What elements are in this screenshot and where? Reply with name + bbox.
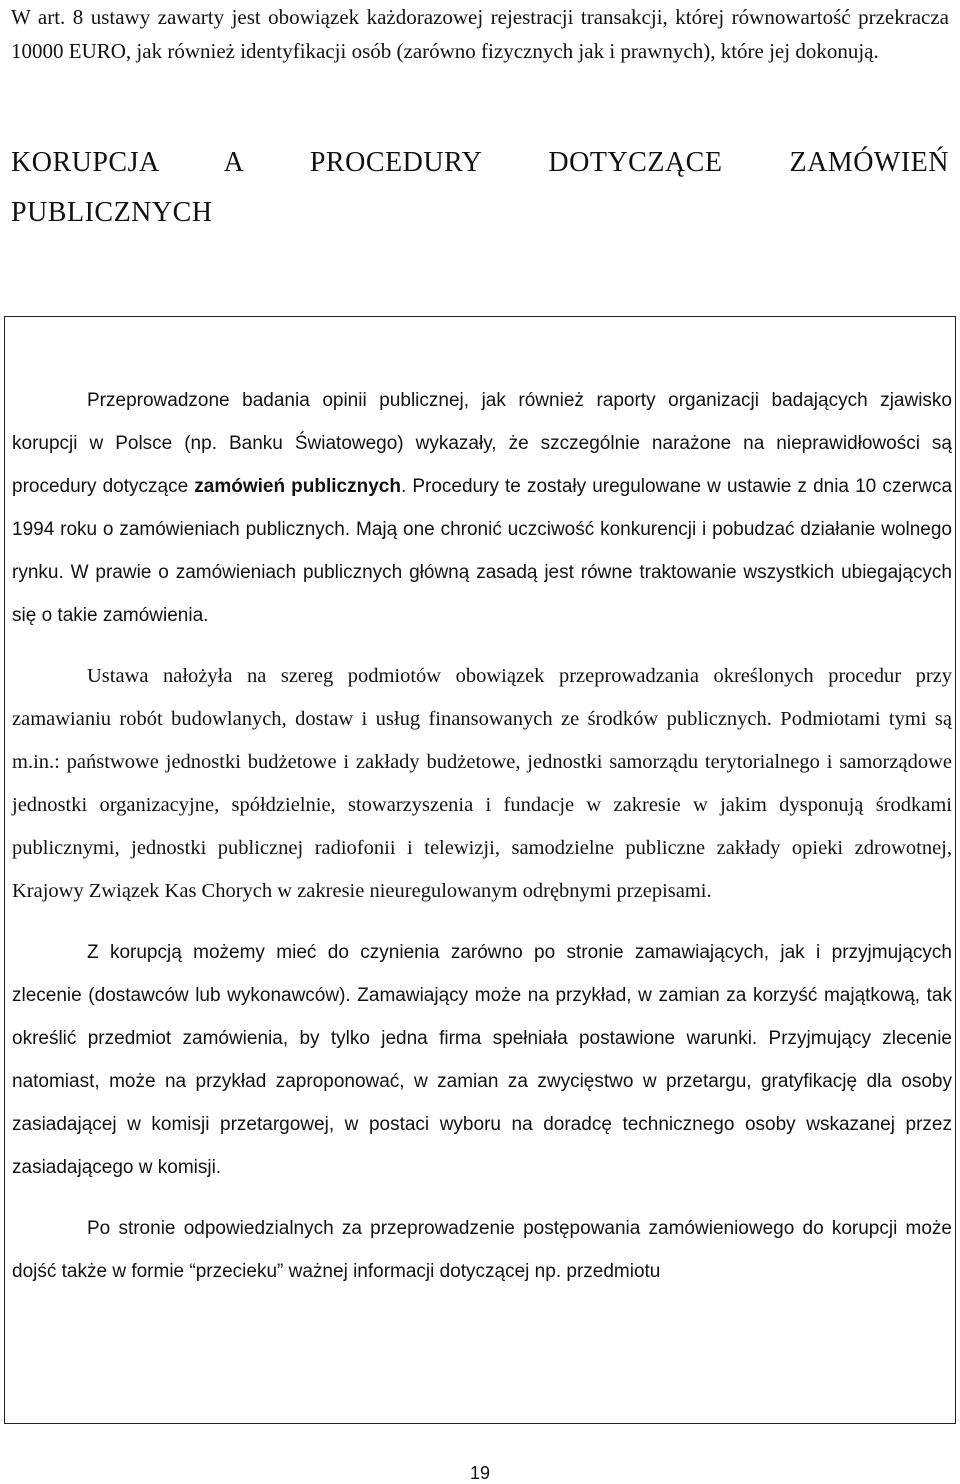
section-heading-line2: PUBLICZNYCH bbox=[11, 197, 213, 228]
intro-paragraph bbox=[11, 0, 949, 68]
section-heading-line1: KORUPCJA A PROCEDURY DOTYCZĄCE ZAMÓWIEŃ bbox=[11, 147, 949, 178]
paragraph-procurement-research bbox=[12, 379, 952, 637]
paragraph-1-bold-phrase: zamówień publicznych bbox=[194, 476, 401, 497]
paragraph-obligated-entities: Ustawa nałożyła na szereg podmiotów obowiązek przeprowadzania określonych procedur przy zamawianiu robót budowlanych, dostaw i usług finansowanych ze środków publicznych. Podmiotami tymi są m.in.: państwowe jednostki budżetowe i zakłady budżetowe, jednostki samorządu terytorialnego i samorządowe jednostki organizacyjne, spółdzielnie, stowarzyszenia i fundacje w zakresie w jakim dysponują środkami publicznymi, jednostki publicznej radiofonii i telewizji, samodzielne publiczne zakłady opieki zdrowotnej, Krajowy Związek Kas Chorych w zakresie nieuregulowanym odrębnymi przepisami. bbox=[12, 665, 952, 902]
framed-text-content bbox=[12, 379, 952, 1293]
page-number: 19 bbox=[469, 1463, 491, 1483]
paragraph-information-leak: Po stronie odpowiedzialnych za przeprowadzenie postępowania zamówieniowego do korupcji może dojść także w formie “przecieku” ważnej informacji dotyczącej np. przedmiotu bbox=[12, 1218, 952, 1282]
paragraph-1-text-after: . Procedury te zostały uregulowane w ustawie z dnia 10 czerwca 1994 roku o zamówieniach publicznych. Mają one chronić uczciwość konkurencji i pobudzać działanie wolnego rynku. W prawie o zamówieniach publicznych główną zasadą jest równe traktowanie wszystkich ubiegających się o takie zamówienia. bbox=[12, 476, 953, 626]
section-heading bbox=[11, 138, 949, 238]
framed-text-box bbox=[4, 316, 956, 1424]
paragraph-corruption-examples: Z korupcją możemy mieć do czynienia zarówno po stronie zamawiających, jak i przyjmujących zlecenie (dostawców lub wykonawców). Zamawiający może na przykład, w zamian za korzyść majątkową, tak określić przedmiot zamówienia, by tylko jedna firma spełniała postawione warunki. Przyjmujący zlecenie natomiast, może na przykład zaproponować, w zamian za zwycięstwo w przetargu, gratyfikację dla osoby zasiadającej w komisji przetargowej, w postaci wyboru na doradcę technicznego osoby wskazanej przez zasiadającego w komisji. bbox=[12, 942, 952, 1178]
intro-text: W art. 8 ustawy zawarty jest obowiązek każdorazowej rejestracji transakcji, której równowartość przekracza 10000 EURO, jak również identyfikacji osób (zarówno fizycznych jak i prawnych), które jej dokonują. bbox=[11, 5, 949, 63]
paragraph-1-text-before: Przeprowadzone badania opinii publicznej, jak również raporty organizacji badających zjawisko korupcji w Polsce (np. Banku Światowego) wykazały, że szczególnie narażone na nieprawidłowości są procedury dotyczące bbox=[12, 390, 952, 497]
